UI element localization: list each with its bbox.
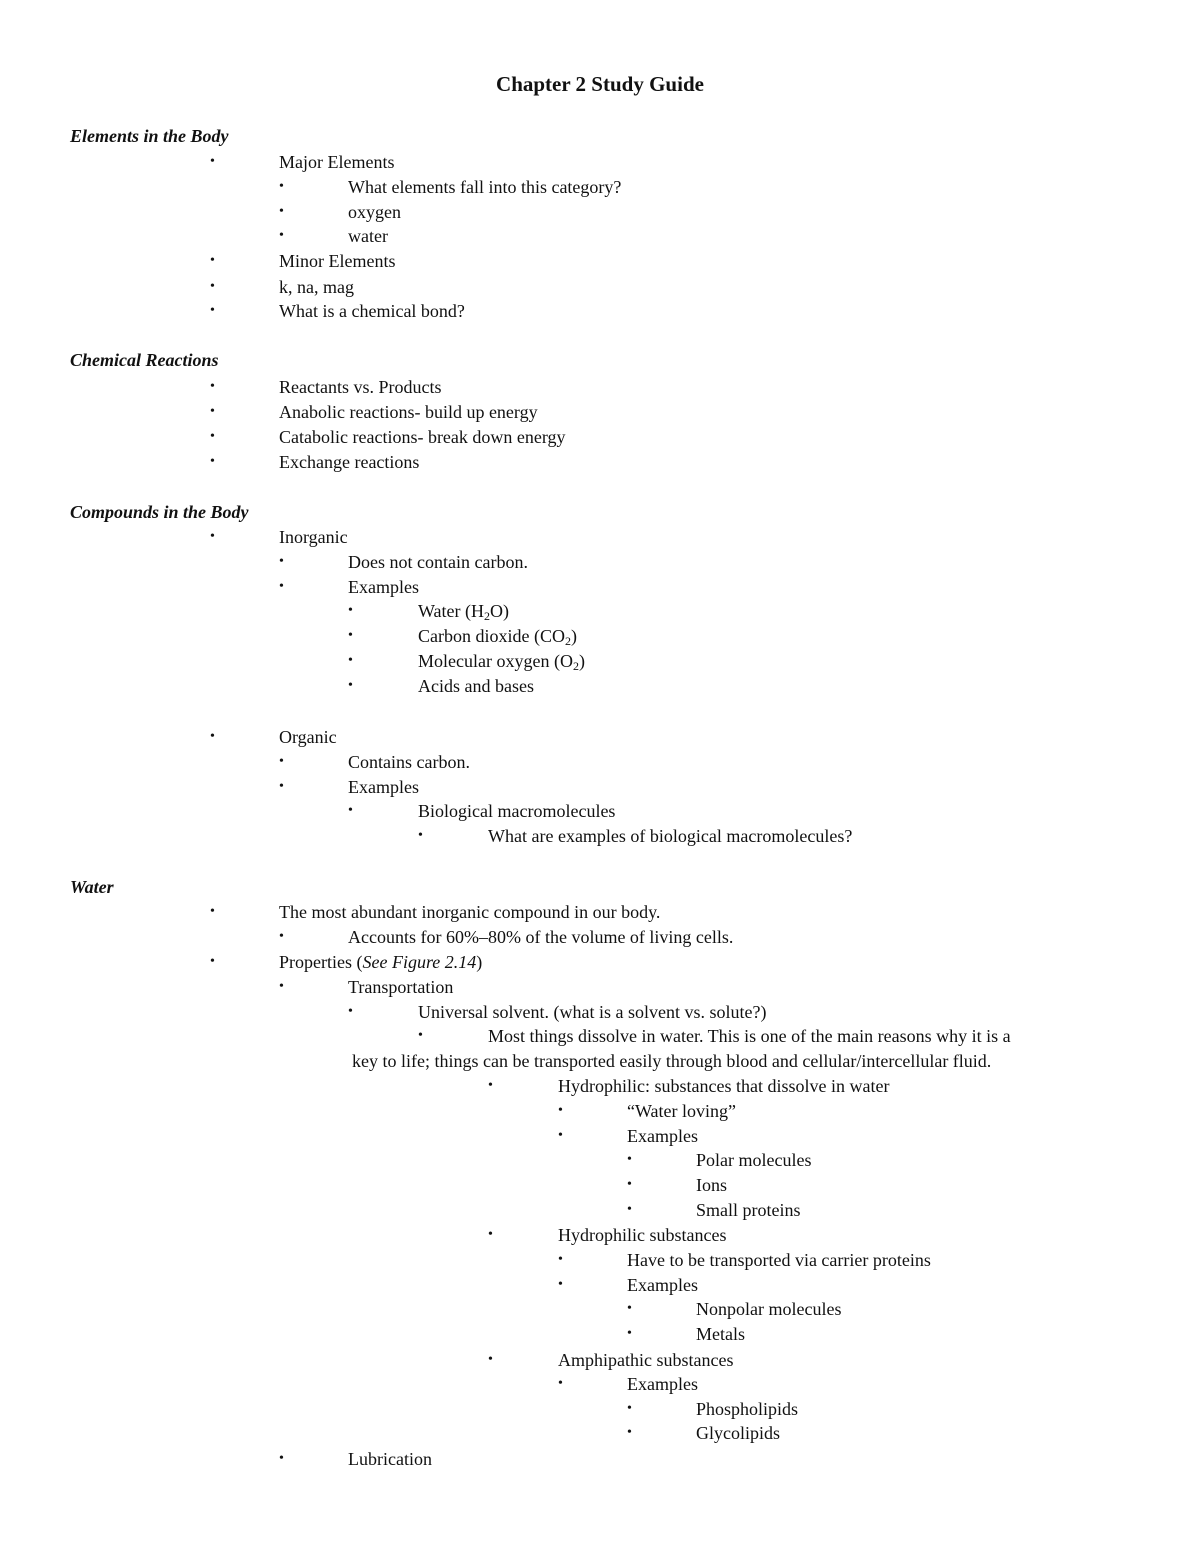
bullet: •	[210, 154, 215, 169]
bullet: •	[348, 803, 353, 818]
bullet: •	[627, 1401, 632, 1416]
bullet: •	[627, 1301, 632, 1316]
list-item: Acids and bases	[418, 676, 534, 696]
list-item: Transportation	[348, 977, 454, 997]
list-item: Universal solvent. (what is a solvent vs. solute?)	[418, 1002, 767, 1022]
list-item: Metals	[696, 1324, 745, 1344]
list-item: What is a chemical bond?	[279, 301, 465, 321]
list-item: Examples	[348, 577, 419, 597]
bullet: •	[348, 628, 353, 643]
bullet: •	[210, 904, 215, 919]
bullet: •	[627, 1326, 632, 1341]
list-item: Properties (See Figure 2.14)	[279, 952, 483, 972]
list-item: Reactants vs. Products	[279, 377, 442, 397]
section-heading-elements: Elements in the Body	[70, 126, 229, 146]
bullet: •	[558, 1252, 563, 1267]
bullet: •	[488, 1078, 493, 1093]
list-item: Carbon dioxide $(CO_2)$	[418, 626, 577, 648]
bullet: •	[348, 1004, 353, 1019]
bullet: •	[627, 1202, 632, 1217]
bullet: •	[558, 1103, 563, 1118]
bullet: •	[210, 729, 215, 744]
list-item: Hydrophilic: substances that dissolve in water	[558, 1076, 890, 1096]
bullet: •	[210, 529, 215, 544]
figure-reference: See Figure 2.14	[362, 952, 477, 972]
list-item: Glycolipids	[696, 1423, 780, 1443]
list-item: Contains carbon.	[348, 752, 470, 772]
bullet: •	[210, 429, 215, 444]
bullet: •	[627, 1152, 632, 1167]
bullet: •	[279, 779, 284, 794]
bullet: •	[279, 579, 284, 594]
list-item-continuation: key to life; things can be transported easily through blood and cellular/intercellular fluid.	[352, 1051, 992, 1071]
bullet: •	[279, 979, 284, 994]
section-heading-compounds: Compounds in the Body	[70, 502, 249, 522]
list-item: Have to be transported via carrier proteins	[627, 1250, 931, 1270]
bullet: •	[558, 1376, 563, 1391]
list-item: Catabolic reactions- break down energy	[279, 427, 566, 447]
list-item: Inorganic	[279, 527, 348, 547]
bullet: •	[279, 228, 284, 243]
bullet: •	[210, 253, 215, 268]
bullet: •	[418, 828, 423, 843]
bullet: •	[279, 204, 284, 219]
list-item: Molecular oxygen $(O_2)$	[418, 651, 585, 673]
bullet: •	[558, 1128, 563, 1143]
list-item: Biological macromolecules	[418, 801, 616, 821]
list-item: Exchange reactions	[279, 452, 420, 472]
list-item: k, na, mag	[279, 277, 354, 297]
list-item: water	[348, 226, 388, 246]
list-item: Does not contain carbon.	[348, 552, 528, 572]
bullet: •	[488, 1227, 493, 1242]
list-item: Nonpolar molecules	[696, 1299, 842, 1319]
bullet: •	[210, 303, 215, 318]
bullet: •	[627, 1425, 632, 1440]
list-item: Examples	[348, 777, 419, 797]
list-item: Examples	[627, 1275, 698, 1295]
list-item: What elements fall into this category?	[348, 177, 622, 197]
bullet: •	[210, 379, 215, 394]
section-heading-reactions: Chemical Reactions	[70, 350, 219, 370]
list-item: Most things dissolve in water. This is one of the main reasons why it is a	[488, 1026, 1011, 1046]
list-item: Polar molecules	[696, 1150, 812, 1170]
bullet: •	[348, 653, 353, 668]
bullet: •	[210, 454, 215, 469]
bullet: •	[348, 603, 353, 618]
list-item: Small proteins	[696, 1200, 801, 1220]
bullet: •	[348, 678, 353, 693]
list-item: Water $(H_2O)$	[418, 601, 510, 623]
list-item: The most abundant inorganic compound in our body.	[279, 902, 661, 922]
list-item: oxygen	[348, 202, 401, 222]
bullet: •	[279, 179, 284, 194]
page-title: Chapter 2 Study Guide	[496, 72, 704, 96]
list-item: Accounts for 60%–80% of the volume of living cells.	[348, 927, 734, 947]
bullet: •	[488, 1352, 493, 1367]
bullet: •	[279, 929, 284, 944]
list-item: Minor Elements	[279, 251, 396, 271]
list-item: “Water loving”	[627, 1101, 737, 1121]
list-item: Anabolic reactions- build up energy	[279, 402, 538, 422]
list-item: Major Elements	[279, 152, 395, 172]
bullet: •	[418, 1028, 423, 1043]
list-item: Amphipathic substances	[558, 1350, 734, 1370]
list-item: Examples	[627, 1374, 698, 1394]
bullet: •	[279, 754, 284, 769]
bullet: •	[210, 954, 215, 969]
list-item: Organic	[279, 727, 337, 747]
list-item: Examples	[627, 1126, 698, 1146]
bullet: •	[210, 404, 215, 419]
list-item: Ions	[696, 1175, 727, 1195]
list-item: Lubrication	[348, 1449, 432, 1469]
bullet: •	[558, 1277, 563, 1292]
bullet: •	[210, 279, 215, 294]
list-item: Hydrophilic substances	[558, 1225, 727, 1245]
bullet: •	[627, 1177, 632, 1192]
section-heading-water: Water	[70, 877, 114, 897]
list-item: Phospholipids	[696, 1399, 799, 1419]
bullet: •	[279, 1451, 284, 1466]
bullet: •	[279, 554, 284, 569]
list-item: What are examples of biological macromolecules?	[488, 826, 853, 846]
